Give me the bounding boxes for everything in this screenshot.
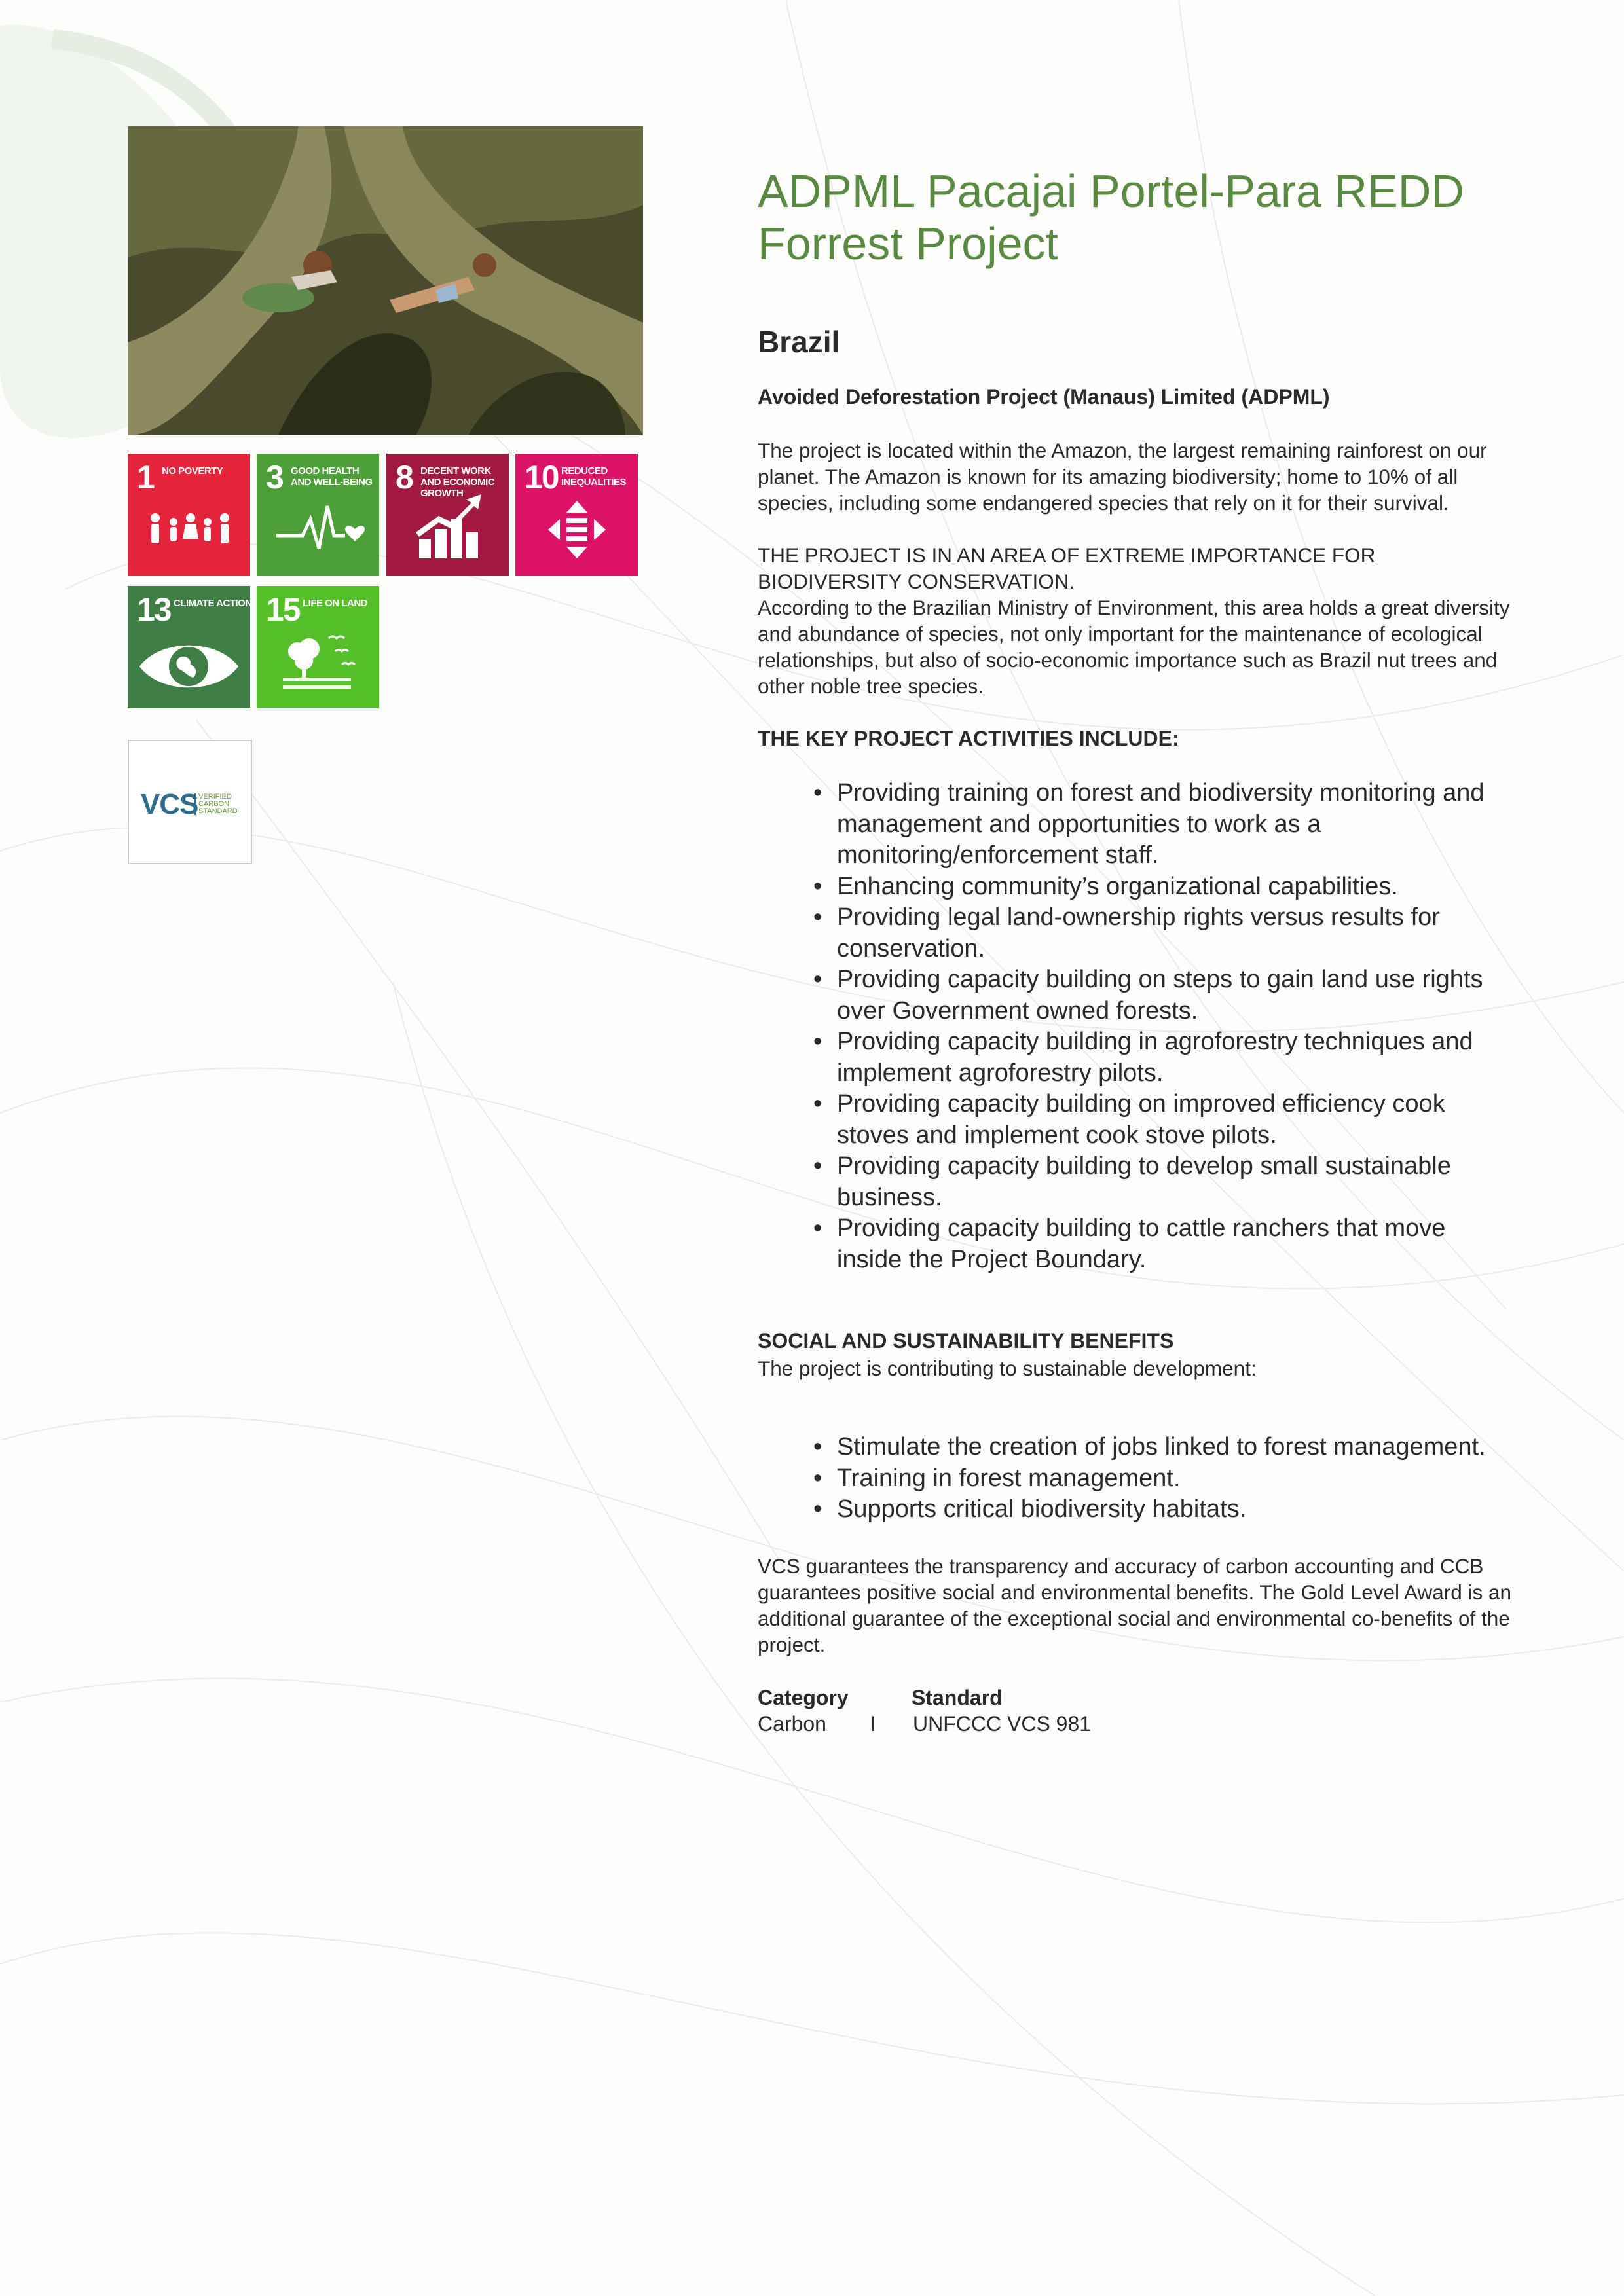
eye-globe-icon: [128, 586, 250, 708]
benefits-list: [758, 1432, 1517, 1525]
list-item: • Providing training on forest and biodiversity monitoring and management and opportunities to work as a monitoring/enforcement staff.: [837, 778, 1517, 871]
activities-list: [758, 778, 1517, 1275]
list-item: • Providing capacity building on improved efficiency cook stoves and implement cook stove pilots.: [837, 1089, 1517, 1151]
category-label: Category: [758, 1686, 849, 1709]
guarantee-paragraph: VCS guarantees the transparency and accuracy of carbon accounting and CCB guarantees positive social and environmental benefits. The Gold Level Award is an additional guarantee of the exceptional social and environmental co-benefits of the project.: [758, 1554, 1512, 1656]
sdg-tile-life-on-land: [257, 586, 379, 708]
vcs-logo-mark: VCS: [141, 788, 198, 820]
list-item: • Training in forest management.: [837, 1463, 1517, 1495]
activities-heading: THE KEY PROJECT ACTIVITIES INCLUDE:: [758, 727, 1179, 750]
tree-roots-illustration: [128, 126, 643, 435]
benefits-intro: The project is contributing to sustainable development:: [758, 1357, 1257, 1380]
list-item: • Providing capacity building to cattle ranchers that move inside the Project Boundary.: [837, 1213, 1517, 1275]
list-item: • Supports critical biodiversity habitats.: [837, 1494, 1517, 1525]
sdg-label: GOOD HEALTH AND WELL-BEING: [291, 465, 373, 488]
list-item: • Providing legal land-ownership rights versus results for conservation.: [837, 902, 1517, 964]
sdg-number: 10: [525, 459, 559, 496]
project-photo: [128, 126, 643, 435]
benefits-heading: SOCIAL AND SUSTAINABILITY BENEFITS: [758, 1329, 1174, 1353]
sdg-number: 13: [137, 591, 171, 628]
separator: I: [870, 1712, 876, 1736]
growth-chart-icon: [386, 454, 509, 576]
sdg-number: 15: [266, 591, 300, 628]
sdg-label: DECENT WORK AND ECONOMIC GROWTH: [420, 465, 495, 499]
sdg-tile-no-poverty: [128, 454, 250, 576]
equality-icon: [515, 454, 638, 576]
list-item: • Providing capacity building to develop small sustainable business.: [837, 1151, 1517, 1213]
family-icon: [128, 454, 250, 576]
sdg-tile-decent-work: [386, 454, 509, 576]
sdg-label: LIFE ON LAND: [303, 598, 367, 609]
list-item: • Enhancing community’s organizational capabilities.: [837, 871, 1517, 903]
standard-label: Standard: [912, 1686, 1003, 1709]
list-item: • Providing capacity building in agroforestry techniques and implement agroforestry pilots.: [837, 1027, 1517, 1089]
tree-birds-icon: [257, 586, 379, 708]
sdg-tile-good-health: [257, 454, 379, 576]
sdg-tile-climate-action: [128, 586, 250, 708]
heartbeat-icon: [257, 454, 379, 576]
sdg-number: 1: [137, 459, 154, 496]
page-title: ADPML Pacajai Portel-Para REDD Forrest Project: [758, 166, 1464, 269]
sdg-number: 8: [396, 459, 413, 496]
vcs-logo: [128, 740, 252, 864]
company-name: Avoided Deforestation Project (Manaus) Limited (ADPML): [758, 385, 1330, 409]
importance-paragraph: According to the Brazilian Ministry of Environment, this area holds a great diversity and abundance of species, not only important for the maintenance of ecological relationships, but also of socio-economic importance such as Brazil nut trees and other noble tree species.: [758, 596, 1510, 698]
importance-heading: THE PROJECT IS IN AN AREA OF EXTREME IMPORTANCE FOR BIODIVERSITY CONSERVATION.: [758, 543, 1376, 593]
list-item: • Providing capacity building on steps to gain land use rights over Government owned forests.: [837, 964, 1517, 1027]
vcs-logo-subtitle: VERIFIED CARBON STANDARD: [194, 793, 238, 815]
sdg-label: CLIMATE ACTION: [174, 598, 252, 609]
list-item: • Stimulate the creation of jobs linked to forest management.: [837, 1432, 1517, 1463]
intro-paragraph: The project is located within the Amazon, the largest remaining rainforest on our planet. The Amazon is known for its amazing biodiversity; home to 10% of all species, including some endangered species that rely on it for their survival.: [758, 439, 1487, 515]
country-heading: Brazil: [758, 325, 840, 359]
category-value: Carbon: [758, 1712, 826, 1736]
sdg-label: NO POVERTY: [162, 465, 223, 477]
sdg-tile-reduced-inequalities: [515, 454, 638, 576]
standard-value: UNFCCC VCS 981: [913, 1712, 1092, 1736]
sdg-label: REDUCED INEQUALITIES: [561, 465, 627, 488]
sdg-number: 3: [266, 459, 283, 496]
